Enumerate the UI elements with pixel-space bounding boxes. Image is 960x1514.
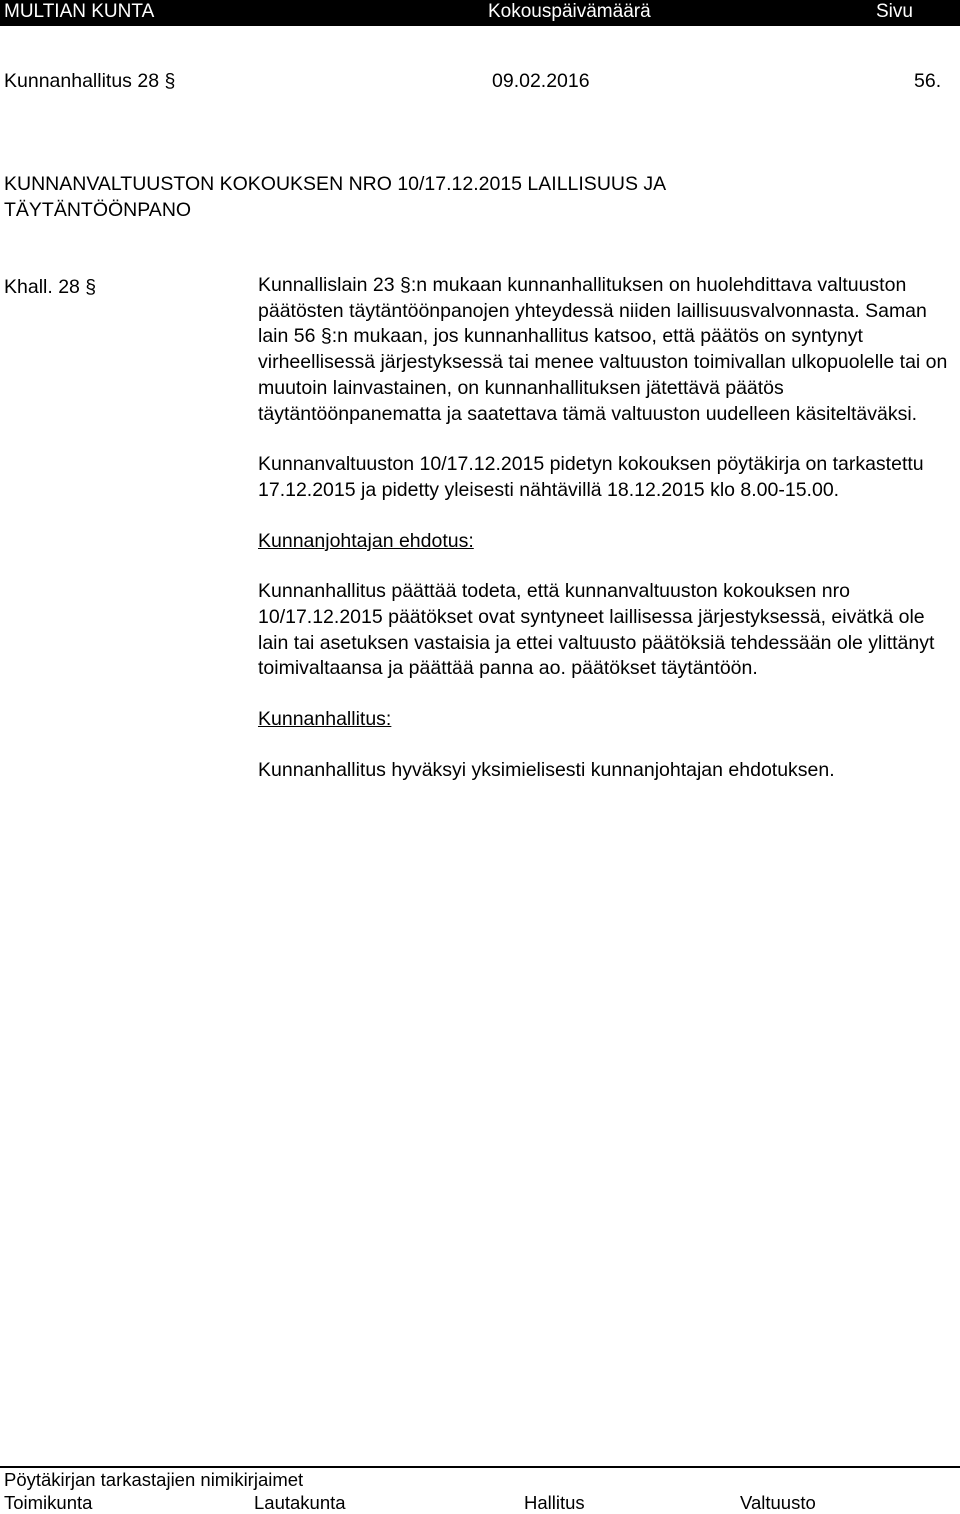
section-reference: Khall. 28 § — [4, 276, 97, 298]
footer-divider — [0, 1466, 960, 1468]
decision-text: Kunnanhallitus hyväksyi yksimielisesti kunnanjohtajan ehdotuksen. — [258, 758, 835, 781]
section-title-line1: KUNNANVALTUUSTON KOKOUKSEN NRO 10/17.12.2015 LAILLISUUS JA — [4, 173, 667, 195]
footer-col-valtuusto: Valtuusto — [740, 1492, 816, 1513]
meeting-body: Kunnanhallitus 28 § — [4, 70, 176, 92]
header-bar — [0, 0, 960, 26]
section-title-line2: TÄYTÄNTÖÖNPANO — [4, 199, 192, 221]
legal-basis-paragraph: Kunnallislain 23 §:n mukaan kunnanhallituksen on huolehdittava valtuuston päätösten täytäntöönpanojen yhteydessä niiden laillisuusvalvonnasta. Saman lain 56 §:n mukaan, jos kunnanhallitus katsoo, että päätös on syntynyt virheellisessä järjestyksessä tai menee valtuuston toimivallan ulkopuolelle tai on muutoin lainvastainen, on kunnanhallituksen jätettävä päätös täytäntöönpanematta ja saatettava tämä valtuuston uudelleen käsiteltäväksi. — [258, 274, 948, 425]
org-name: MULTIAN KUNTA — [4, 1, 155, 22]
footer-col-hallitus: Hallitus — [524, 1492, 585, 1513]
minutes-paragraph: Kunnanvaltuuston 10/17.12.2015 pidetyn kokouksen pöytäkirja on tarkastettu 17.12.2015 ja pidetty yleisesti nähtävillä 18.12.2015 klo 8.00-15.00. — [258, 453, 924, 501]
meeting-date: 09.02.2016 — [492, 70, 590, 92]
proposal-text: Kunnanhallitus päättää todeta, että kunnanvaltuuston kokouksen nro 10/17.12.2015 päätökset ovat syntyneet laillisessa järjestyksessä, eivätkä ole lain tai asetuksen vastaisia ja ettei valtuusto päätöksiä tehdessään ole ylittänyt toimivaltaansa ja päättää panna ao. päätökset täytäntöön. — [258, 580, 935, 680]
page-number: 56. — [914, 70, 942, 92]
date-label: Kokouspäivämäärä — [488, 1, 651, 22]
main-content — [258, 273, 958, 784]
decision-heading: Kunnanhallitus: — [258, 708, 392, 731]
footer-col-lautakunta: Lautakunta — [254, 1492, 346, 1513]
footer-col-toimikunta: Toimikunta — [4, 1492, 93, 1513]
proposal-heading: Kunnanjohtajan ehdotus: — [258, 529, 474, 552]
page-label: Sivu — [876, 1, 913, 22]
footer-initials-label: Pöytäkirjan tarkastajien nimikirjaimet — [4, 1469, 304, 1490]
